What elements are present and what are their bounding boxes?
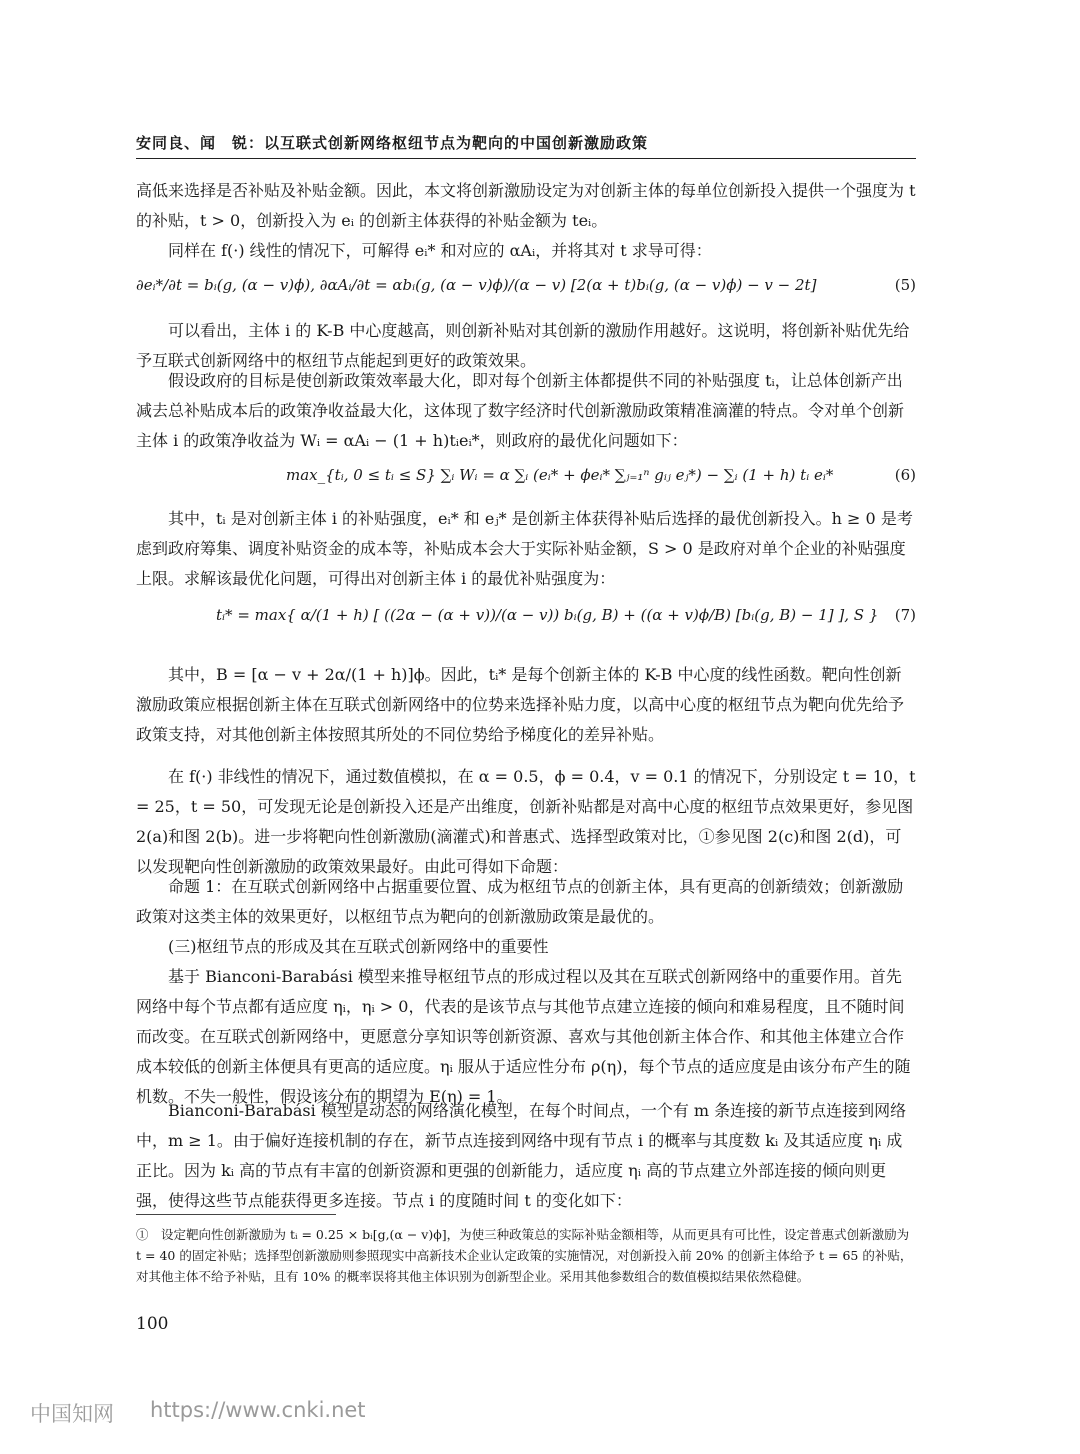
proposition-1: 命题 1：在互联式创新网络中占据重要位置、成为枢纽节点的创新主体，具有更高的创新绩效；创新激励政策对这类主体的效果更好，以枢纽节点为靶向的创新激励政策是最优的。: [136, 877, 904, 926]
equation-6: [136, 466, 916, 484]
paragraph-3: 可以看出，主体 i 的 K-B 中心度越高，则创新补贴对其创新的激励作用越好。这说明，将创新补贴优先给予互联式创新网络中的枢纽节点能起到更好的政策效果。: [136, 321, 910, 370]
paragraph-4: 假设政府的目标是使创新政策效率最大化，即对每个创新主体都提供不同的补贴强度 tᵢ，让总体创新产出减去总补贴成本后的政策净收益最大化，这体现了数字经济时代创新激励政策精准滴灌的特点。令对单个创新主体 i 的政策净收益为 Wᵢ = αAᵢ − (1 + h)tᵢeᵢ*，则政府的最优化问题如下：: [136, 371, 905, 450]
paragraph-9: Bianconi-Barabási 模型是动态的网络演化模型，在每个时间点，一个有 m 条连接的新节点连接到网络中，m ≥ 1。由于偏好连接机制的存在，新节点连接到网络中现有节点 i 的概率与其度数 kᵢ 及其适应度 ηᵢ 成正比。因为 kᵢ 高的节点有丰富的创新资源和更强的创新能力，适应度 ηᵢ 高的节点建立外部连接的倾向则更强，使得这些节点能获得更多连接。节点 i 的度随时间 t 的变化如下：: [136, 1101, 907, 1210]
equation-5: [136, 276, 916, 294]
equation-6-body: max_{tᵢ, 0 ≤ tᵢ ≤ S} ∑ᵢ Wᵢ = α ∑ᵢ (eᵢ* + ϕeᵢ* ∑ⱼ₌₁ⁿ gᵢⱼ eⱼ*) − ∑ᵢ (1 + h) tᵢ eᵢ*: [286, 466, 834, 484]
equation-7-body: tᵢ* = max{ α/(1 + h) [ ((2α − (α + v))/(α − v)) bᵢ(g, B) + ((α + v)ϕ/B) [bᵢ(g, B) − 1] ], S }: [216, 606, 879, 624]
cnki-watermark-logo: 中国知网: [30, 1402, 114, 1426]
section-heading: (三)枢纽节点的形成及其在互联式创新网络中的重要性: [168, 937, 549, 956]
paragraph-7: 在 f(·) 非线性的情况下，通过数值模拟，在 α = 0.5，ϕ = 0.4，v = 0.1 的情况下，分别设定 t = 10，t = 25，t = 50，可发现无论是创新投入还是产出维度，创新补贴都是对高中心度的枢纽节点效果更好，参见图 2(a)和图 2(b)。进一步将靶向性创新激励(滴灌式)和普惠式、选择型政策对比，①参见图 2(c)和图 2(d)，可以发现靶向性创新激励的政策效果最好。由此可得如下命题：: [136, 767, 916, 876]
header-divider: [136, 158, 916, 159]
footnote: ① 设定靶向性创新激励为 tᵢ = 0.25 × bᵢ[g,(α − v)ϕ]，为使三种政策总的实际补贴金额相等，从而更具有可比性，设定普惠式创新激励为 t = 40 的固定补贴；选择型创新激励则参照现实中高新技术企业认定政策的实施情况，对创新投入前 20% 的创新主体给予 t = 65 的补贴，对其他主体不给予补贴，且有 10% 的概率误将其他主体识别为创新型企业。采用其他参数组合的数值模拟结果依然稳健。: [136, 1227, 913, 1284]
page-number: 100: [136, 1314, 169, 1334]
paragraph-5: 其中，tᵢ 是对创新主体 i 的补贴强度，eᵢ* 和 eⱼ* 是创新主体获得补贴后选择的最优创新投入。h ≥ 0 是考虑到政府筹集、调度补贴资金的成本等，补贴成本会大于实际补贴金额，S > 0 是政府对单个企业的补贴强度上限。求解该最优化问题，可得出对创新主体 i 的最优补贴强度为：: [136, 509, 913, 588]
equation-7-number: (7): [894, 606, 916, 624]
paragraph-1: 高低来选择是否补贴及补贴金额。因此，本文将创新激励设定为对创新主体的每单位创新投入提供一个强度为 t 的补贴，t > 0，创新投入为 eᵢ 的创新主体获得的补贴金额为 teᵢ。: [136, 181, 916, 230]
paragraph-8: 基于 Bianconi-Barabási 模型来推导枢纽节点的形成过程以及其在互联式创新网络中的重要作用。首先网络中每个节点都有适应度 ηᵢ，ηᵢ > 0，代表的是该节点与其他节点建立连接的倾向和难易程度，且不随时间而改变。在互联式创新网络中，更愿意分享知识等创新资源、喜欢与其他创新主体合作、和其他主体建立合作成本较低的创新主体便具有更高的适应度。ηᵢ 服从于适应性分布 ρ(η)，每个节点的适应度是由该分布产生的随机数。不失一般性，假设该分布的期望为 E(η) = 1。: [136, 967, 911, 1106]
paragraph-6: 其中，B = [α − v + 2α/(1 + h)]ϕ。因此，tᵢ* 是每个创新主体的 K-B 中心度的线性函数。靶向性创新激励政策应根据创新主体在互联式创新网络中的位势来选择补贴力度，以高中心度的枢纽节点为靶向优先给予政策支持，对其他创新主体按照其所处的不同位势给予梯度化的差异补贴。: [136, 665, 905, 744]
equation-7: [136, 606, 916, 624]
running-header: 安同良、闻 锐：以互联式创新网络枢纽节点为靶向的中国创新激励政策: [136, 134, 649, 152]
equation-5-number: (5): [894, 276, 916, 294]
cnki-watermark-url: https://www.cnki.net: [150, 1398, 366, 1422]
footnote-divider: [136, 1214, 336, 1215]
paragraph-2: 同样在 f(·) 线性的情况下，可解得 eᵢ* 和对应的 αAᵢ，并将其对 t 求导可得：: [168, 241, 712, 260]
equation-5-body: ∂eᵢ*/∂t = bᵢ(g, (α − v)ϕ), ∂αAᵢ/∂t = αbᵢ(g, (α − v)ϕ)/(α − v) [2(α + t)bᵢ(g, (α − v)ϕ) − v − 2t]: [136, 276, 817, 294]
equation-6-number: (6): [894, 466, 916, 484]
